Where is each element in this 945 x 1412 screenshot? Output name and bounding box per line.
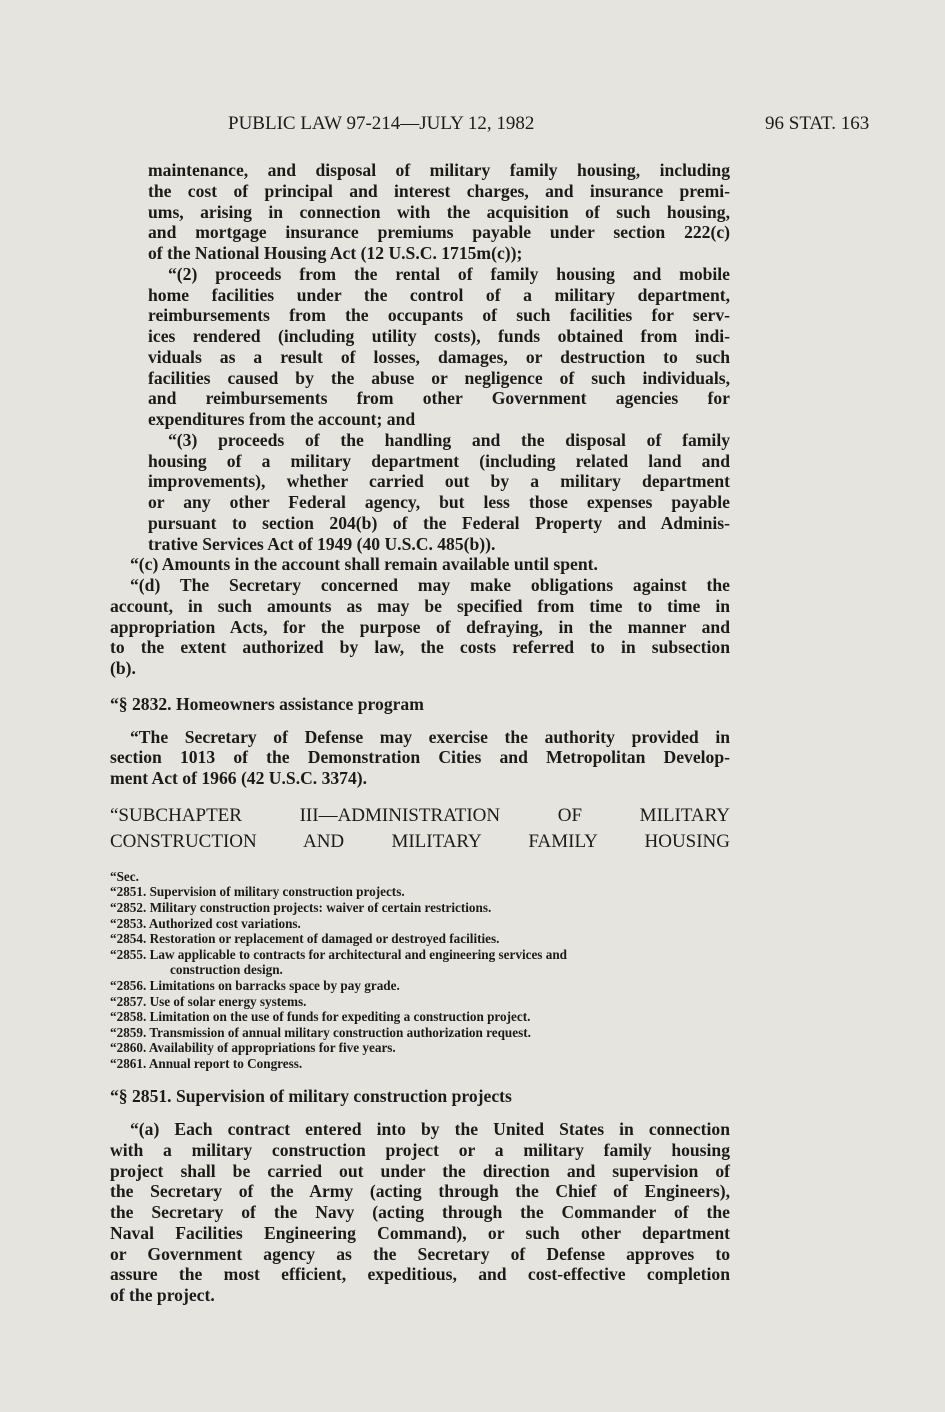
text-line: and reimbursements from other Government agencies for [148, 388, 730, 409]
text-line: of the project. [110, 1285, 215, 1306]
toc-entry: “2859. Transmission of annual military construction authorization request. [110, 1024, 531, 1040]
subchapter-title [110, 803, 730, 855]
paragraph [110, 575, 730, 679]
text-line: trative Services Act of 1949 (40 U.S.C. 485(b)). [148, 533, 496, 554]
text-line: to the extent authorized by law, the costs referred to in subsection [110, 637, 730, 658]
toc-entry: construction design. [170, 962, 283, 978]
toc-entry: “2855. Law applicable to contracts for architectural and engineering services and [110, 946, 568, 962]
toc-entry: “2857. Use of solar energy systems. [110, 993, 307, 1009]
text-line: the Secretary of the Navy (acting through the Commander of the [110, 1202, 730, 1223]
text-line: “(d) The Secretary concerned may make obligations against the [130, 575, 730, 595]
text-line: pursuant to section 204(b) of the Federal Property and Adminis- [148, 512, 730, 533]
paragraph [110, 554, 730, 575]
text-line: of the National Housing Act (12 U.S.C. 1715m(c)); [148, 243, 523, 263]
text-line: or Government agency as the Secretary of Defense approves to [110, 1243, 730, 1264]
text-line: and mortgage insurance premiums payable under section 222(c) [148, 222, 730, 243]
toc-entry: “2853. Authorized cost variations. [110, 915, 301, 931]
text-line: home facilities under the control of a military department, [148, 284, 730, 305]
paragraph [110, 264, 730, 430]
text-line: “(3) proceeds of the handling and the disposal of family [168, 429, 730, 450]
spacer [110, 715, 730, 727]
text-line: Naval Facilities Engineering Command), or such other department [110, 1222, 730, 1243]
toc-entry: “2851. Supervision of military construction projects. [110, 884, 405, 900]
text-line: or any other Federal agency, but less those expenses payable [148, 492, 730, 512]
text-line: the cost of principal and interest charges, and insurance premi- [148, 180, 730, 201]
text-line: section 1013 of the Demonstration Cities and Metropolitan Develop- [110, 747, 730, 768]
text-line: expenditures from the account; and [148, 409, 416, 429]
toc-entry: “2852. Military construction projects: waiver of certain restrictions. [110, 899, 492, 915]
paragraph [110, 430, 730, 555]
spacer [110, 1071, 730, 1083]
text-line: facilities caused by the abuse or negligence of such individuals, [148, 367, 730, 388]
text-line: ment Act of 1966 (42 U.S.C. 3374). [110, 768, 368, 788]
text-line: housing of a military department (including related land and [148, 450, 730, 471]
text-line: with a military construction project or a military family housing [110, 1139, 730, 1160]
text-line: ices rendered (including utility costs), funds obtained from indi- [148, 326, 730, 346]
text-line: maintenance, and disposal of military family housing, including [148, 160, 730, 180]
text-line: “SUBCHAPTER III—ADMINISTRATION OF MILITARY [110, 804, 730, 826]
toc-entry: “Sec. [110, 868, 139, 884]
toc-entry: “2860. Availability of appropriations for five years. [110, 1040, 396, 1056]
toc-entry: “2854. Restoration or replacement of damaged or destroyed facilities. [110, 931, 500, 947]
text-line: project shall be carried out under the direction and supervision of [110, 1160, 730, 1181]
section-table-of-contents [110, 869, 730, 1072]
text-line: improvements), whether carried out by a military department [148, 471, 730, 492]
text-line: “(2) proceeds from the rental of family housing and mobile [168, 263, 730, 284]
toc-entry: “2856. Limitations on barracks space by pay grade. [110, 977, 400, 993]
text-line: reimbursements from the occupants of such facilities for serv- [148, 305, 730, 326]
running-header-title: PUBLIC LAW 97-214—JULY 12, 1982 [228, 113, 535, 134]
text-line: viduals as a result of losses, damages, or destruction to such [148, 346, 730, 367]
text-line: “(a) Each contract entered into by the United States in connection [130, 1119, 730, 1140]
document-body [110, 160, 730, 1306]
text-line: account, in such amounts as may be specified from time to time in [110, 595, 730, 616]
text-line: ums, arising in connection with the acquisition of such housing, [148, 201, 730, 222]
text-line: “§ 2851. Supervision of military construction projects [110, 1086, 512, 1107]
text-line: “(c) Amounts in the account shall remain available until spent. [130, 554, 598, 575]
text-line: “The Secretary of Defense may exercise the authority provided in [130, 726, 730, 747]
text-line: CONSTRUCTION AND MILITARY FAMILY HOUSING [110, 830, 730, 852]
paragraph [110, 160, 730, 264]
section-heading [110, 1086, 730, 1107]
spacer [110, 679, 730, 691]
text-line: “§ 2832. Homeowners assistance program [110, 693, 424, 714]
page-number: 96 STAT. 163 [765, 113, 870, 134]
text-line: (b). [110, 658, 136, 678]
text-line: the Secretary of the Army (acting through the Chief of Engineers), [110, 1181, 730, 1202]
text-line: appropriation Acts, for the purpose of defraying, in the manner and [110, 616, 730, 637]
text-line: assure the most efficient, expeditious, and cost-effective completion [110, 1264, 730, 1285]
section-heading [110, 694, 730, 715]
paragraph [110, 1119, 730, 1306]
toc-entry: “2861. Annual report to Congress. [110, 1055, 303, 1071]
toc-entry: “2858. Limitation on the use of funds for expediting a construction project. [110, 1009, 531, 1025]
spacer [110, 1107, 730, 1119]
paragraph [110, 727, 730, 789]
